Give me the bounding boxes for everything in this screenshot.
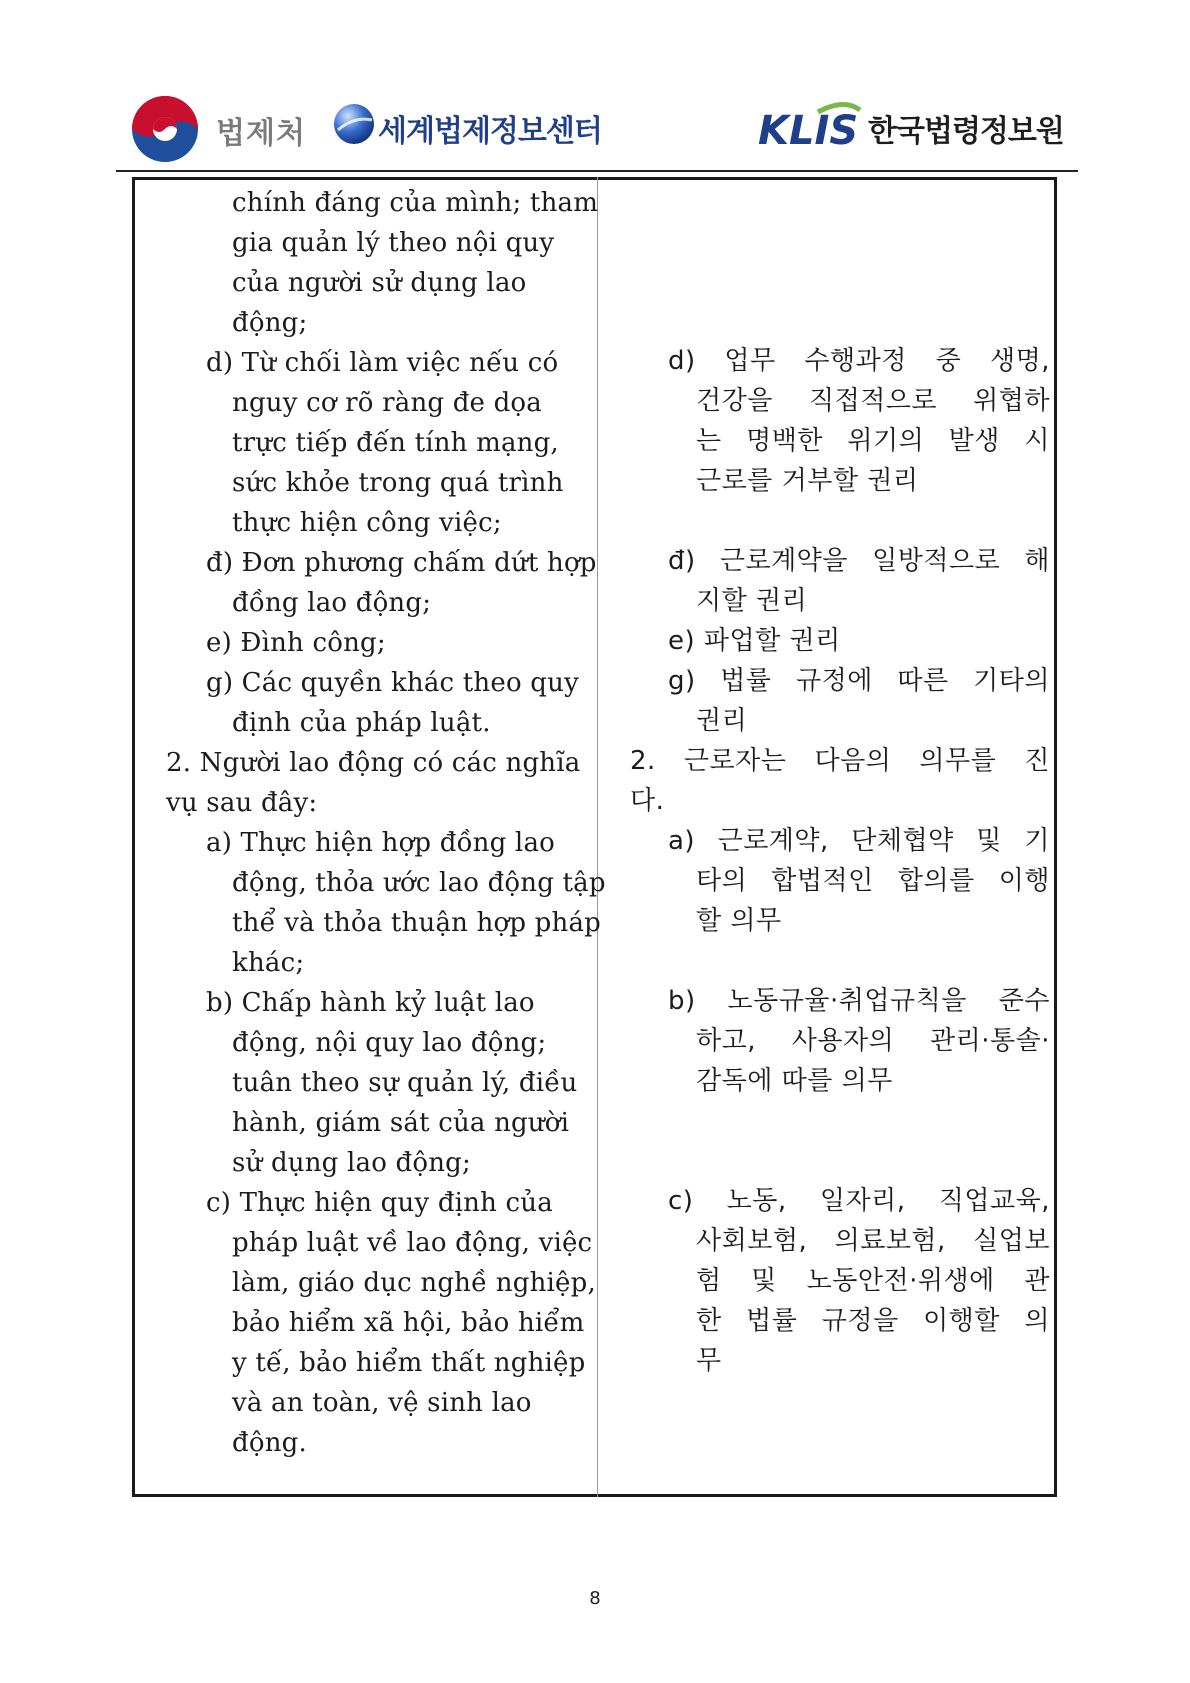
vi-line: làm, giáo dục nghề nghiệp, [232, 1268, 596, 1298]
ko-item-c: c) 노동, 일자리, 직업교육, [668, 1186, 1050, 1216]
ko-line: 권리 [696, 706, 748, 736]
vi-line: thực hiện công việc; [232, 508, 502, 538]
vi-line: pháp luật về lao động, việc [232, 1228, 593, 1258]
ko-line: 건강을 직접적으로 위협하 [696, 386, 1050, 416]
vi-line: thể và thỏa thuận hợp pháp [232, 908, 602, 938]
page-number: 8 [589, 1588, 601, 1609]
globe-icon [332, 102, 376, 146]
vi-line: vụ sau đây: [166, 788, 318, 818]
moleg-logo-text: 법제처 [216, 116, 306, 151]
vi-line: động; [232, 308, 308, 338]
klis-name-text: 한국법령정보원 [868, 114, 1064, 149]
vi-line: động. [232, 1428, 307, 1458]
ko-line: 사회보험, 의료보험, 실업보 [696, 1226, 1050, 1256]
ko-line: 타의 합법적인 합의를 이행 [696, 866, 1050, 896]
world-law-center-logo-text: 세계법제정보센터 [378, 114, 602, 149]
column-divider [597, 177, 598, 1497]
vi-line: bảo hiểm xã hội, bảo hiểm [232, 1308, 585, 1338]
vi-line: khác; [232, 948, 305, 978]
vi-line: động, nội quy lao động; [232, 1028, 547, 1058]
vi-item-dd: đ) Đơn phương chấm dứt hợp [206, 548, 597, 578]
ko-item-b: b) 노동규율·취업규칙을 준수 [668, 986, 1050, 1016]
ko-item-dd: đ) 근로계약을 일방적으로 해 [668, 546, 1050, 576]
vi-line: nguy cơ rõ ràng đe dọa [232, 388, 542, 418]
vi-line: hành, giám sát của người [232, 1108, 570, 1138]
ko-clause-2: 2. 근로자는 다음의 의무를 진 [630, 746, 1050, 776]
ko-line: 무 [696, 1346, 722, 1376]
vi-line: định của pháp luật. [232, 708, 491, 738]
vi-item-c: c) Thực hiện quy định của [206, 1188, 553, 1218]
header-rule [116, 170, 1078, 172]
vi-line: đồng lao động; [232, 588, 432, 618]
klis-logo-text: KLIS [758, 108, 859, 154]
vi-line: y tế, bảo hiểm thất nghiệp [232, 1348, 586, 1378]
vi-line: sức khỏe trong quá trình [232, 468, 564, 498]
vi-item-e: e) Đình công; [206, 628, 386, 658]
vi-line: tuân theo sự quản lý, điều [232, 1068, 578, 1098]
ko-line: 는 명백한 위기의 발생 시 [696, 426, 1050, 456]
vi-item-a: a) Thực hiện hợp đồng lao [206, 828, 556, 858]
ko-line: 하고, 사용자의 관리·통솔· [696, 1026, 1050, 1056]
vi-item-d: d) Từ chối làm việc nếu có [206, 348, 559, 378]
ko-line: 한 법률 규정을 이행할 의 [696, 1306, 1050, 1336]
vi-item-g: g) Các quyền khác theo quy [206, 668, 579, 698]
vi-line: trực tiếp đến tính mạng, [232, 428, 559, 458]
ko-item-d: d) 업무 수행과정 중 생명, [668, 346, 1050, 376]
ko-line: 지할 권리 [696, 586, 808, 616]
vi-line: và an toàn, vệ sinh lao [232, 1388, 532, 1418]
vi-line: gia quản lý theo nội quy [232, 228, 555, 258]
ko-item-a: a) 근로계약, 단체협약 및 기 [668, 826, 1050, 856]
ko-line: 감독에 따를 의무 [696, 1066, 893, 1096]
moleg-emblem-icon [130, 94, 200, 164]
ko-line: 근로를 거부할 권리 [696, 466, 919, 496]
vi-line: chính đáng của mình; tham [232, 188, 599, 218]
ko-line: 할 의무 [696, 906, 782, 936]
vi-line: động, thỏa ước lao động tập [232, 868, 606, 898]
page-header [116, 88, 1078, 172]
vi-line: sử dụng lao động; [232, 1148, 471, 1178]
ko-item-e: e) 파업할 권리 [668, 626, 841, 656]
klis-logo [756, 98, 866, 154]
vi-line: của người sử dụng lao [232, 268, 527, 298]
vi-clause-2: 2. Người lao động có các nghĩa [166, 748, 581, 778]
ko-line: 다. [630, 786, 665, 816]
ko-item-g: g) 법률 규정에 따른 기타의 [668, 666, 1050, 696]
ko-line: 험 및 노동안전·위생에 관 [696, 1266, 1050, 1296]
vi-item-b: b) Chấp hành kỷ luật lao [206, 988, 535, 1018]
